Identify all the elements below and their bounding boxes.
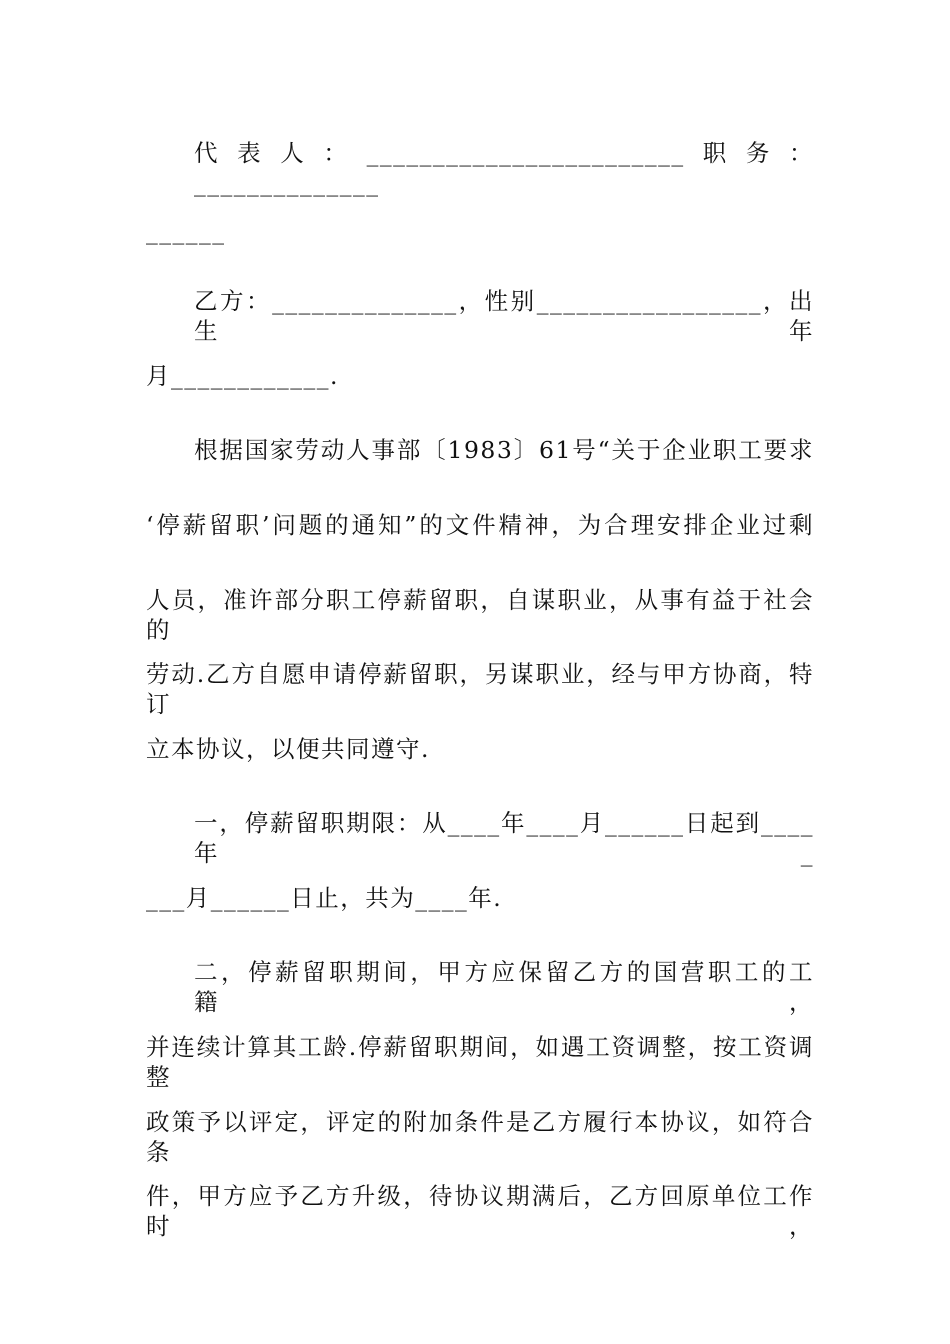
- clause-two-line-1: 二，停薪留职期间，甲方应保留乙方的国营职工的工籍，: [194, 958, 814, 1016]
- clause-one-line-2: ___月______日止，共为____年.: [146, 884, 503, 912]
- paragraph-intro-line-1: 根据国家劳动人事部〔1983〕61号“关于企业职工要求: [194, 436, 814, 464]
- clause-one-line-1: 一，停薪留职期限：从____年____月______日起到____年_: [194, 809, 814, 867]
- clause-two-line-2: 并连续计算其工龄.停薪留职期间，如遇工资调整，按工资调整: [146, 1033, 814, 1091]
- representative-line-continued: ______: [146, 217, 226, 245]
- representative-line: 代表人：________________________职务：______________: [194, 139, 814, 197]
- paragraph-intro-line-3: 人员，准许部分职工停薪留职，自谋职业，从事有益于社会的: [146, 586, 814, 644]
- paragraph-intro-line-5: 立本协议，以便共同遵守.: [146, 735, 430, 763]
- paragraph-intro-line-4: 劳动.乙方自愿申请停薪留职，另谋职业，经与甲方协商，特订: [146, 660, 814, 718]
- party-b-line: 乙方：______________，性别_________________，出生年: [194, 287, 814, 345]
- paragraph-intro-line-2: ‘停薪留职’问题的通知”的文件精神，为合理安排企业过剩: [146, 511, 814, 539]
- clause-two-line-3: 政策予以评定，评定的附加条件是乙方履行本协议，如符合条: [146, 1108, 814, 1166]
- clause-two-line-4: 件，甲方应予乙方升级，待协议期满后，乙方回原单位工作时，: [146, 1182, 814, 1240]
- birth-date-line: 月____________.: [146, 362, 339, 390]
